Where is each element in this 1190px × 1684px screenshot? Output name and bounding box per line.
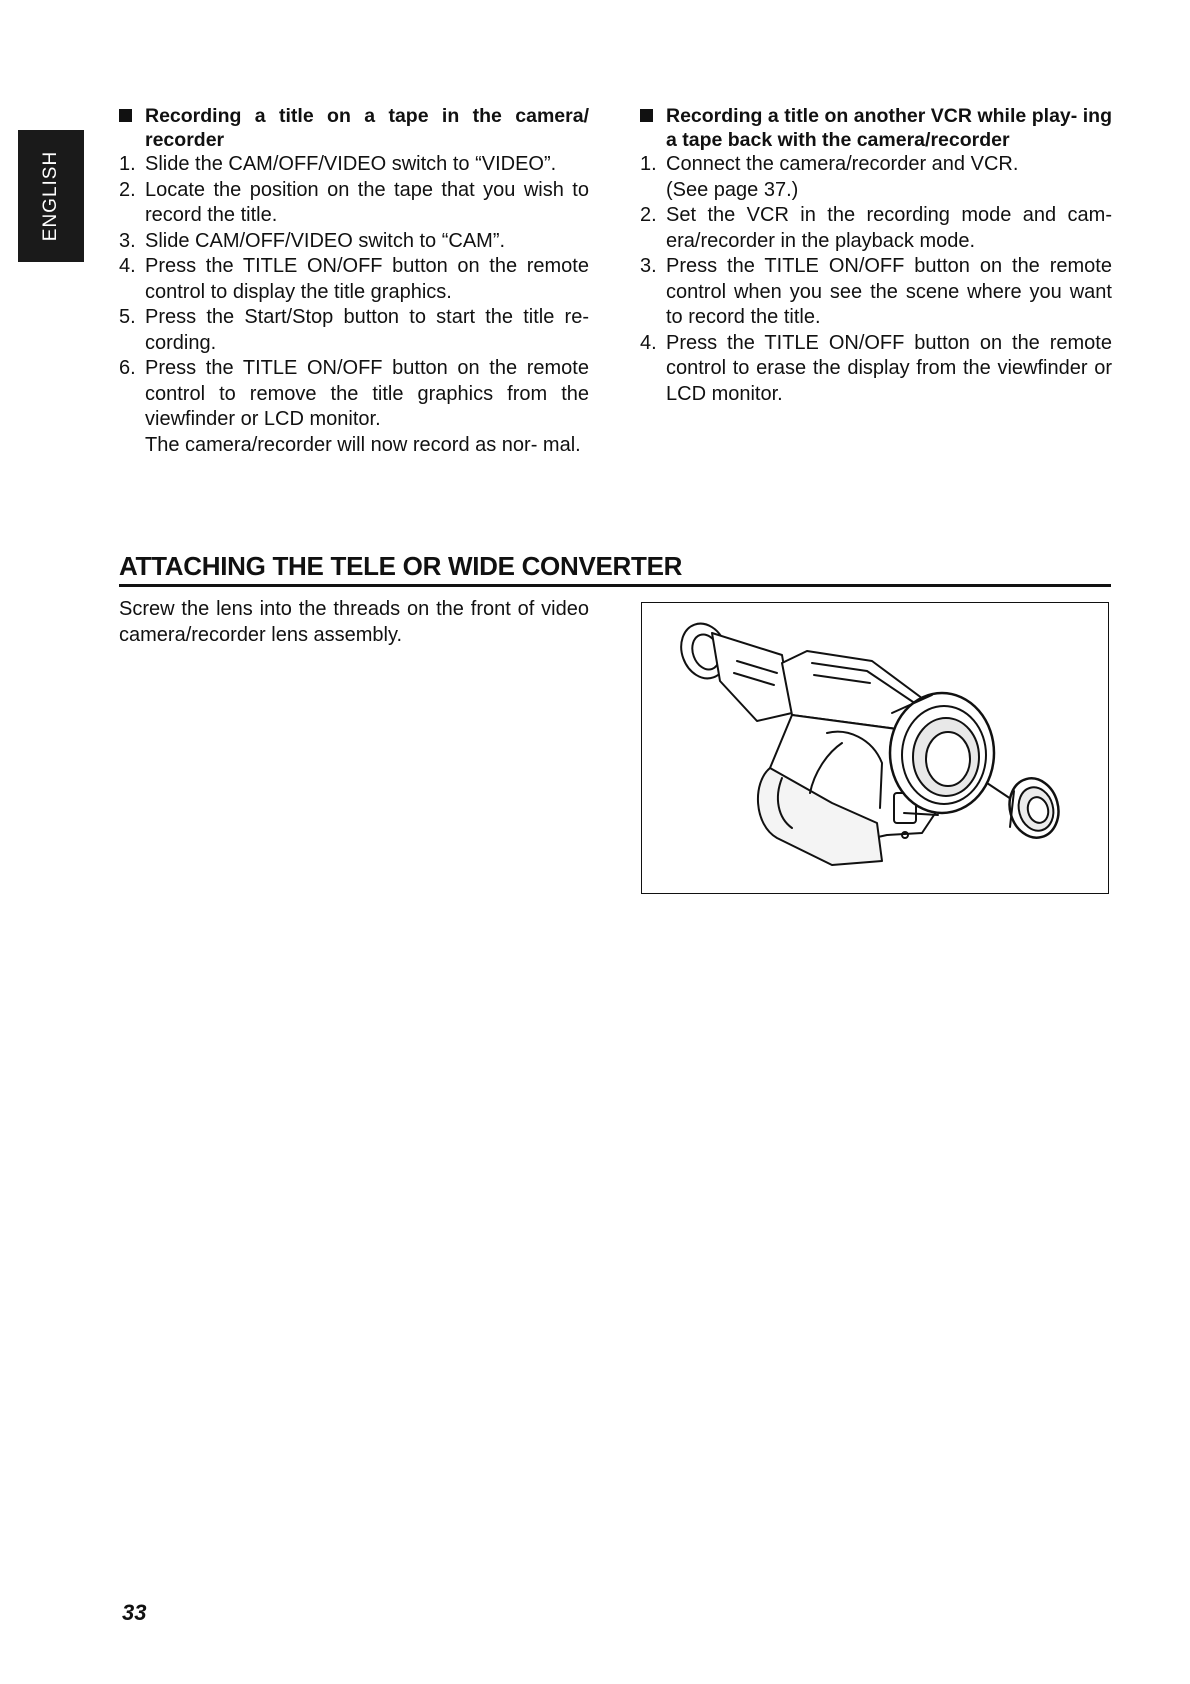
list-item: 2. Locate the position on the tape that you wish to record the title. [119, 178, 589, 226]
language-tab-label: ENGLISH [40, 150, 62, 242]
step-note: (See page 37.) [666, 178, 799, 201]
right-section-heading: Recording a title on another VCR while play- ing a tape back with the camera/recorder [640, 104, 1112, 152]
camcorder-illustration [641, 602, 1109, 894]
right-column [640, 104, 1112, 407]
section-title: ATTACHING THE TELE OR WIDE CONVERTER [119, 550, 1111, 587]
list-item: 3. Slide CAM/OFF/VIDEO switch to “CAM”. [119, 229, 506, 252]
list-item: 4. Press the TITLE ON/OFF button on the remote control to display the title graphics. [119, 255, 589, 303]
list-item: 1. Connect the camera/recorder and VCR. (See page 37.) [640, 152, 1112, 203]
square-bullet-icon [640, 109, 653, 122]
list-item: 5. Press the Start/Stop button to start the title re- cording. [119, 306, 589, 354]
left-section-heading: Recording a title on a tape in the camera/ recorder [119, 104, 589, 152]
list-item: 4. Press the TITLE ON/OFF button on the remote control to erase the display from the viewfinder or LCD monitor. [640, 331, 1112, 405]
page-number: 33 [122, 1600, 147, 1625]
right-steps-list [640, 152, 1112, 407]
section-body: Screw the lens into the threads on the front of video camera/recorder lens assembly. [119, 598, 589, 646]
left-column [119, 104, 589, 458]
step-note: The camera/recorder will now record as nor- mal. [145, 433, 581, 456]
square-bullet-icon [119, 109, 132, 122]
list-item: 2. Set the VCR in the recording mode and cam- era/recorder in the playback mode. [640, 204, 1112, 252]
list-item: 6. Press the TITLE ON/OFF button on the remote control to remove the title graphics from the viewfinder or LCD monitor. The camera/recorder will now record as nor- mal. [119, 356, 589, 458]
left-steps-list [119, 152, 589, 458]
list-item: 1. Slide the CAM/OFF/VIDEO switch to “VIDEO”. [119, 153, 557, 175]
camcorder-converter-icon [642, 603, 1107, 892]
language-tab [18, 130, 84, 262]
list-item: 3. Press the TITLE ON/OFF button on the remote control when you see the scene where you want to record the title. [640, 255, 1112, 328]
